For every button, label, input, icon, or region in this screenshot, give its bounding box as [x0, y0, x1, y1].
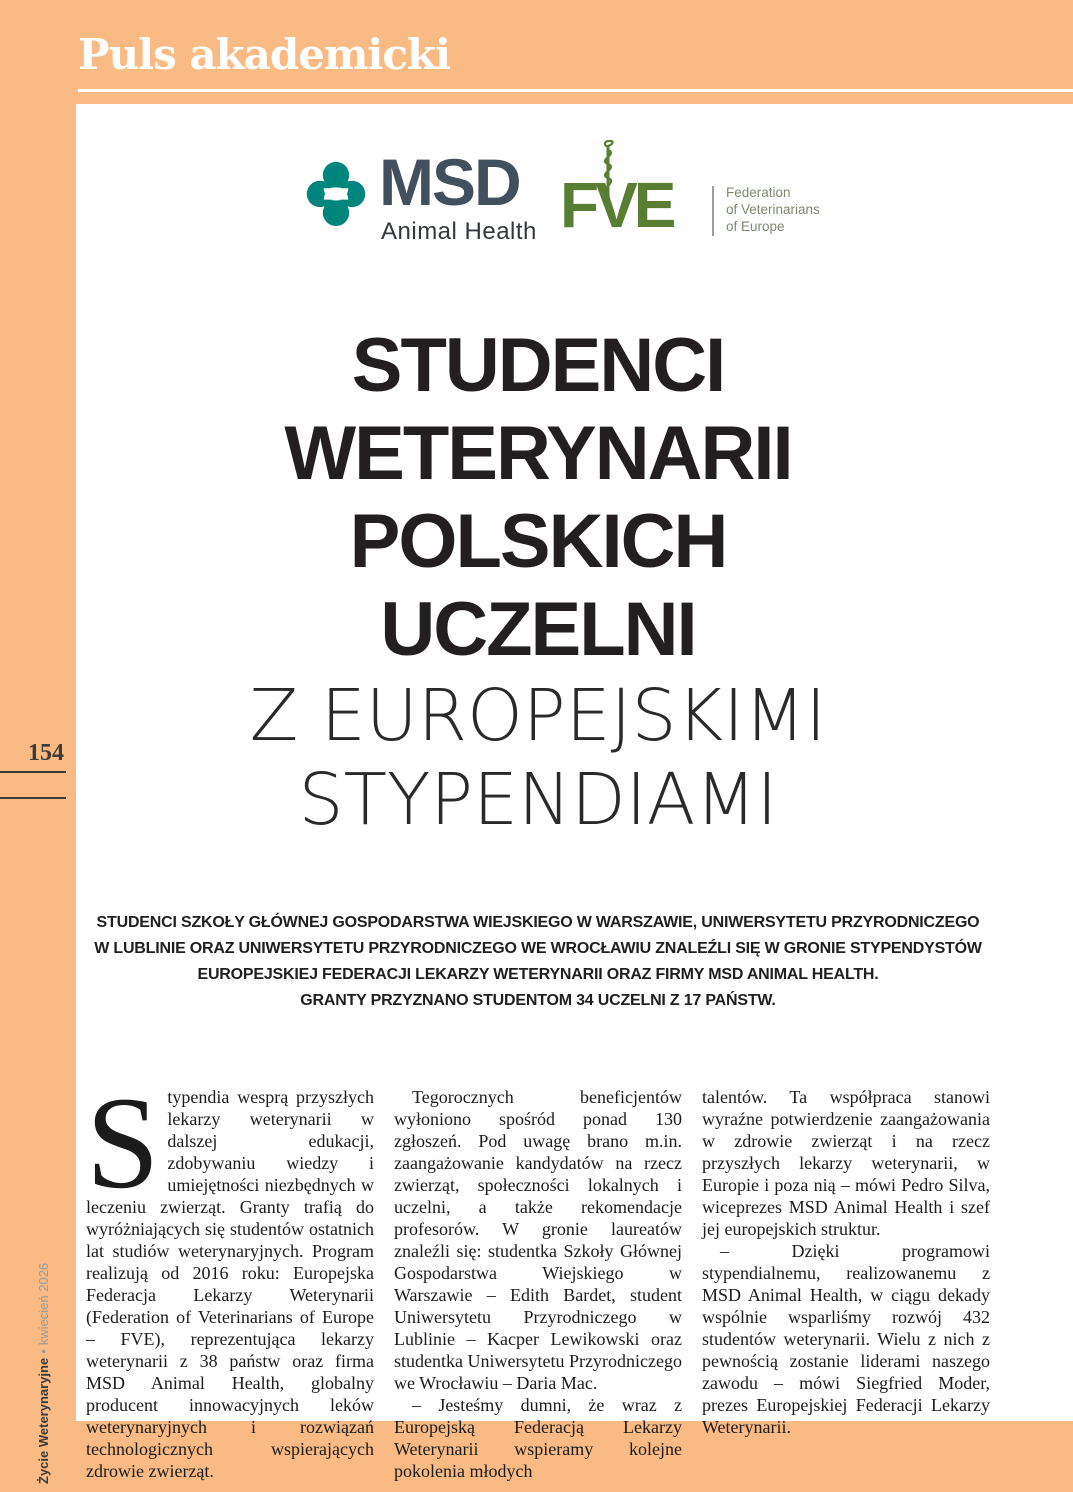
fve-divider: [712, 186, 714, 236]
lead-line: STUDENCI SZKOŁY GŁÓWNEJ GOSPODARSTWA WIEJSKIEGO W WARSZAWIE, UNIWERSYTETU PRZYRODNICZEGO: [96, 914, 980, 931]
body-paragraph: – Jesteśmy dumni, że wraz z Europejską Federacją Lekarzy Weterynarii wspieramy kolejne pokolenia młodych: [394, 1395, 682, 1481]
page-number: 154: [28, 740, 64, 766]
body-paragraph: Stypendia wesprą przyszłych lekarzy weterynarii w dalszej edukacji, zdobywaniu wiedzy i umiejętności niezbędnych w leczeniu zwierząt. Granty trafią do wyróżniających się studentów ostatnich lat studiów weterynaryjnych. Program realizują od 2016 roku: Europejska Federacja Lekarzy Weterynarii (Federation of Veterinarians of Europe – FVE), reprezentująca lekarzy weterynarii z 38 państw oraz firma MSD Animal Health, globalny producent innowacyjnych leków weterynaryjnych i rozwiązań technologicznych wspierających zdrowie zwierząt.: [86, 1069, 374, 1481]
article-title: [86, 322, 990, 842]
title-line: POLSKICH: [349, 499, 727, 584]
body-column-2: [394, 1086, 682, 1482]
fve-description: Federation of Veterinarians of Europe: [726, 185, 820, 234]
fve-wordmark: FVE: [560, 169, 673, 241]
msd-animal-health-logo: [303, 145, 563, 250]
page-number-rule: [0, 797, 66, 799]
issue-date: kwiecień 2026: [36, 1262, 51, 1346]
body-column-3: [702, 1086, 990, 1438]
article-lead: [86, 910, 990, 1014]
body-column-1: [86, 1069, 374, 1482]
spine-separator-dot: •: [36, 1349, 51, 1354]
header-rule: [78, 89, 1073, 92]
lead-line: EUROPEJSKIEJ FEDERACJI LEKARZY WETERYNARII ORAZ FIRMY MSD ANIMAL HEALTH.: [197, 966, 879, 983]
title-line-light: Z EUROPEJSKIMI: [249, 674, 827, 757]
msd-circles-icon: [303, 160, 369, 226]
msd-wordmark: MSD: [379, 145, 520, 219]
lead-line: W LUBLINIE ORAZ UNIWERSYTETU PRZYRODNICZEGO WE WROCŁAWIU ZNALEŹLI SIĘ W GRONIE STYPENDYSTÓW: [94, 940, 982, 957]
drop-cap: S: [86, 1069, 160, 1216]
body-paragraph: Tegorocznych beneficjentów wyłoniono spośród ponad 130 zgłoszeń. Pod uwagę brano m.in. zaangażowanie kandydatów na rzecz zwierząt, społeczności lokalnych i uczelni, a także rekomendacje profesorów. W gronie laureatów znaleźli się: studentka Szkoły Głównej Gospodarstwa Wiejskiego w Warszawie – Edith Bardet, student Uniwersytetu Przyrodniczego w Lublinie – Kacper Lewikowski oraz studentka Uniwersytetu Przyrodniczego we Wrocławiu – Daria Mac.: [394, 1087, 682, 1393]
title-line: STUDENCI: [351, 323, 725, 408]
title-line: WETERYNARII: [284, 411, 792, 496]
page-number-rule: [0, 771, 66, 773]
body-paragraph: – Dzięki programowi stypendialnemu, realizowanemu z MSD Animal Health, w ciągu dekady wspólnie wsparliśmy rozwój 432 studentów weterynarii. Wielu z nich z pewnością zostanie liderami naszego zawodu – mówi Siegfried Moder, prezes Europejskiej Federacji Lekarzy Weterynarii.: [702, 1241, 990, 1437]
fve-logo: [560, 140, 860, 250]
lead-line: GRANTY PRZYZNANO STUDENTOM 34 UCZELNI Z 17 PAŃSTW.: [300, 992, 776, 1009]
magazine-spine-text: [36, 1263, 51, 1484]
msd-subtitle: Animal Health: [381, 218, 537, 245]
body-paragraph: talentów. Ta współpraca stanowi wyraźne potwierdzenie zaangażowania w zdrowie zwierząt i na rzecz przyszłych lekarzy weterynarii, w Europie i poza nią – mówi Pedro Silva, wiceprezes MSD Animal Health i szef jej europejskich struktur.: [702, 1087, 990, 1239]
title-line: UCZELNI: [380, 587, 696, 672]
section-header: Puls akademicki: [78, 30, 450, 79]
title-line-light: STYPENDIAMI: [298, 758, 778, 841]
magazine-title: Życie Weterynaryjne: [36, 1357, 51, 1484]
